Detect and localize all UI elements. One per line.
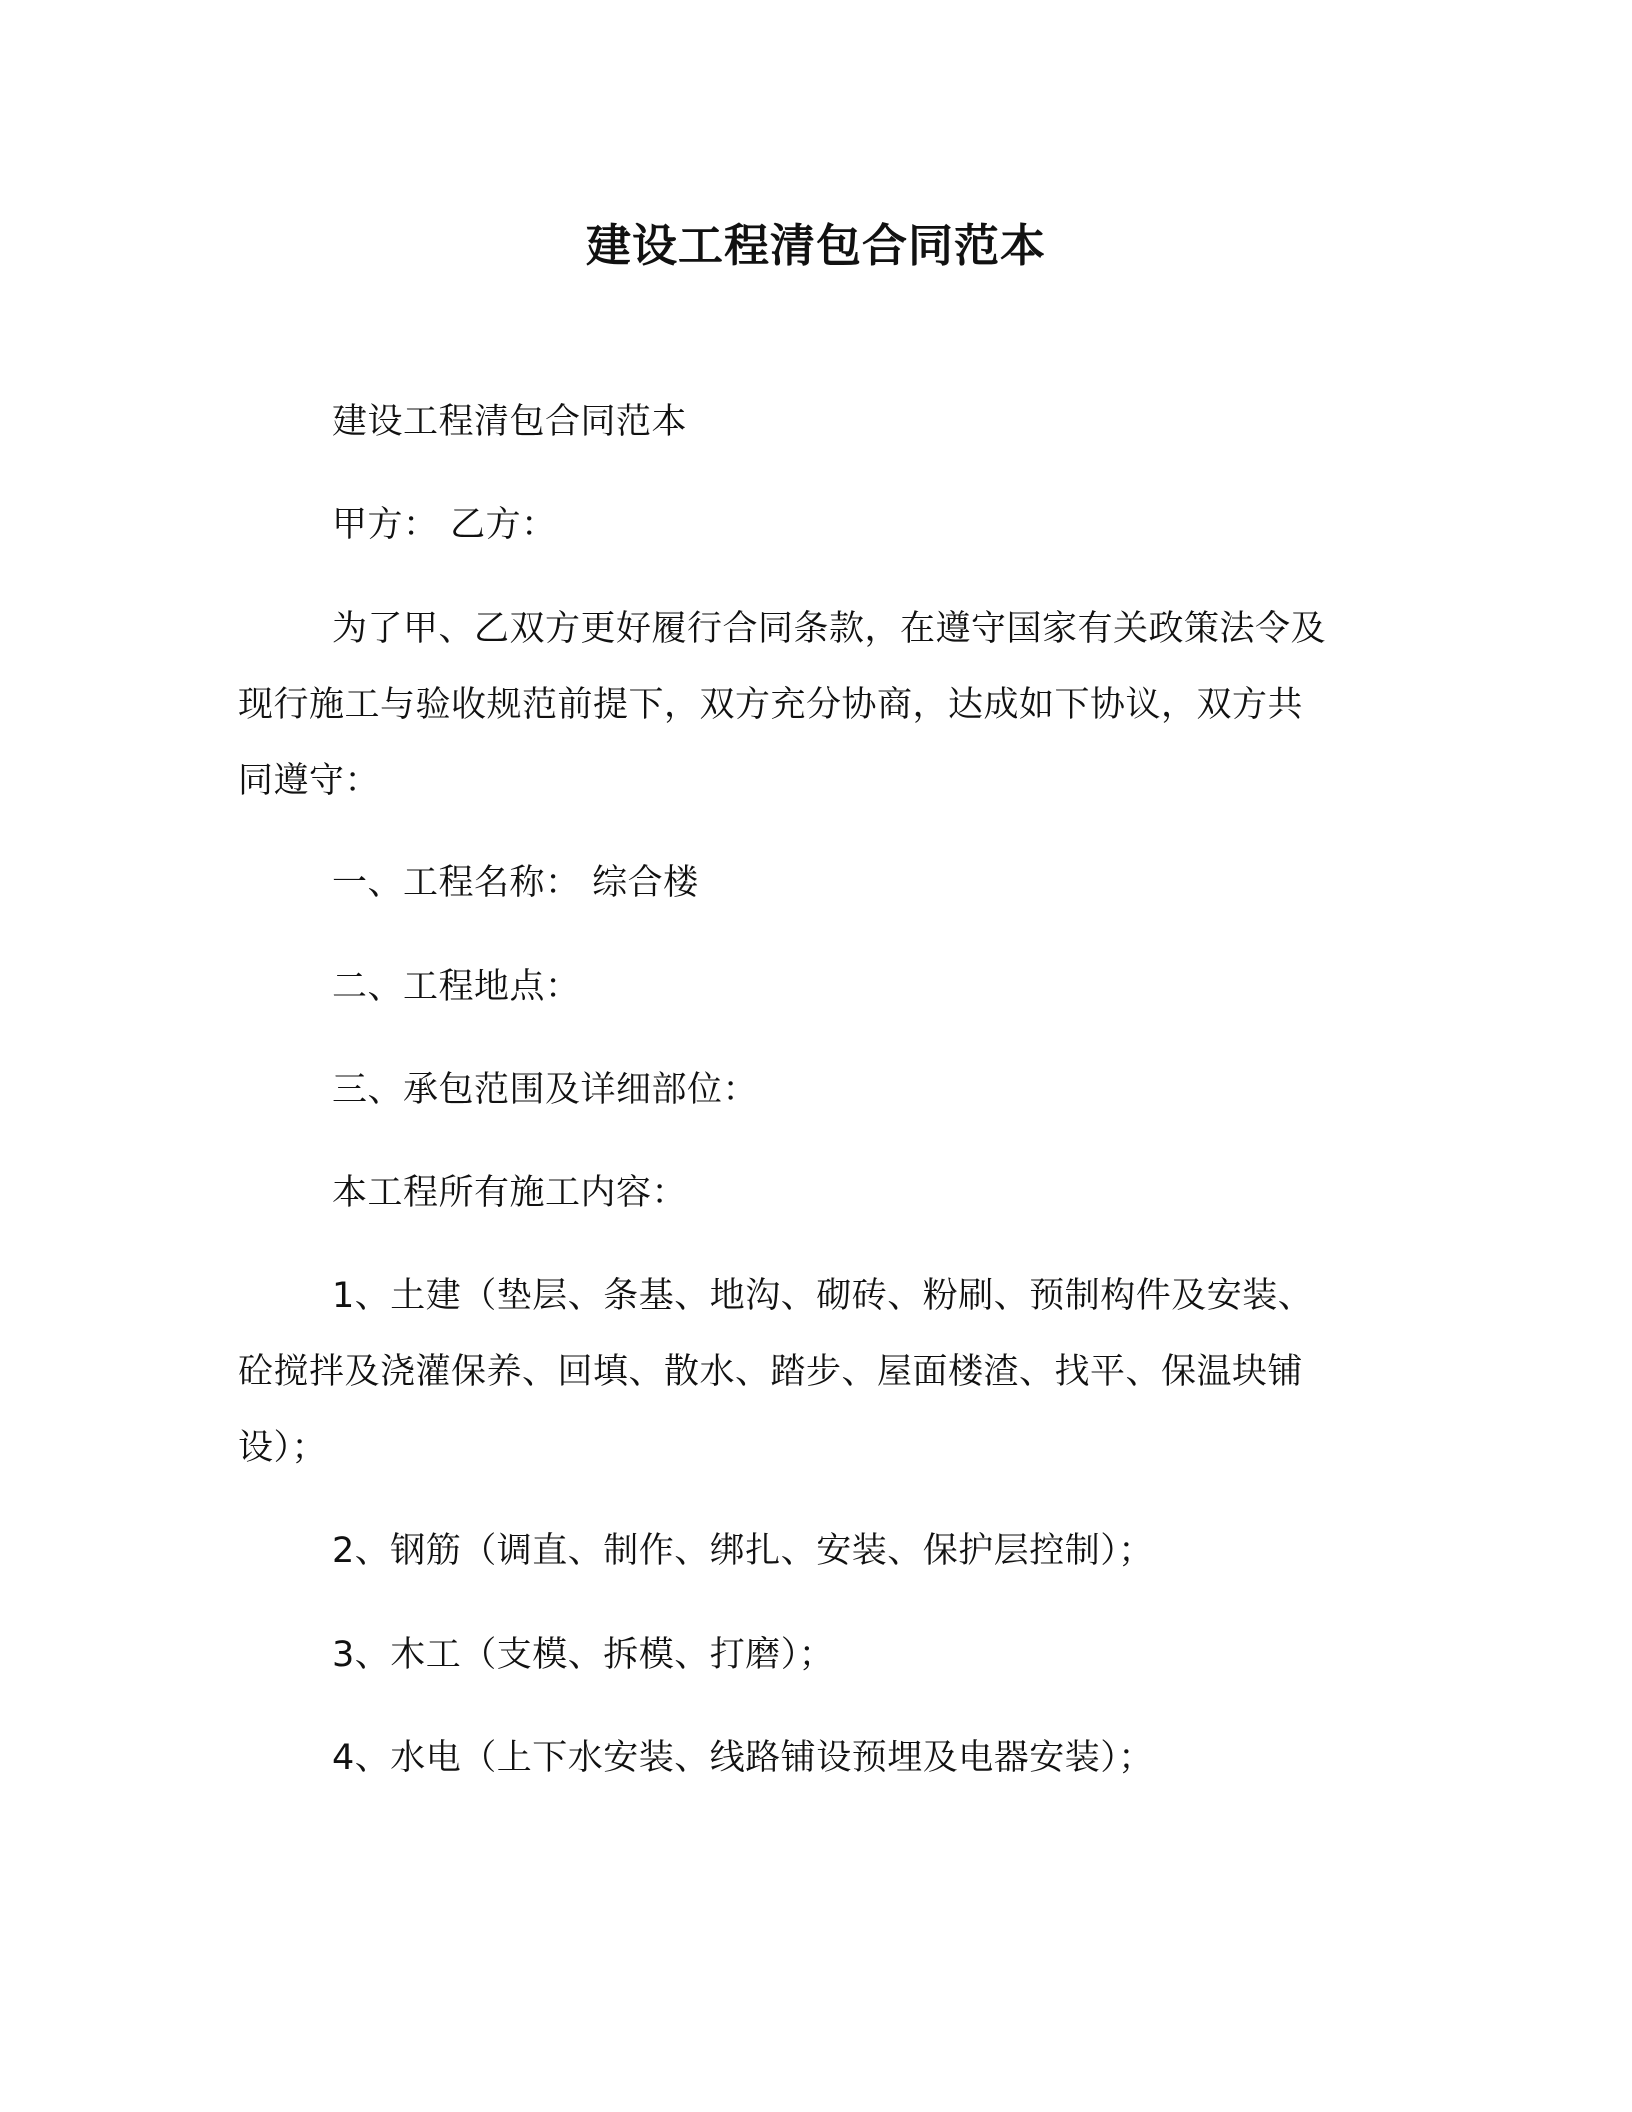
document-title: 建设工程清包合同范本 bbox=[585, 219, 1046, 272]
preamble-line-3: 同遵守： bbox=[238, 761, 381, 801]
item-3-line: 3、木工（支模、拆模、打磨）； bbox=[332, 1635, 835, 1675]
preamble-line-2: 现行施工与验收规范前提下，双方充分协商，达成如下协议，双方共 bbox=[238, 685, 1304, 725]
item-1-line-1: 1、土建（垫层、条基、地沟、砌砖、粉刷、预制构件及安装、 bbox=[332, 1276, 1314, 1316]
content-heading: 本工程所有施工内容： bbox=[332, 1173, 688, 1213]
item-1-line-2: 砼搅拌及浇灌保养、回填、散水、踏步、屋面楼渣、找平、保温块铺 bbox=[238, 1352, 1304, 1392]
item-2-line: 2、钢筋（调直、制作、绑扎、安装、保护层控制）； bbox=[332, 1531, 1154, 1571]
project-name-line: 一、工程名称： 综合楼 bbox=[332, 863, 699, 903]
document-subtitle: 建设工程清包合同范本 bbox=[332, 402, 688, 442]
item-1-line-3: 设）； bbox=[238, 1428, 328, 1468]
scope-heading: 三、承包范围及详细部位： bbox=[332, 1070, 759, 1110]
preamble-line-1: 为了甲、乙双方更好履行合同条款，在遵守国家有关政策法令及 bbox=[332, 609, 1327, 649]
project-location-line: 二、工程地点： bbox=[332, 967, 581, 1007]
item-4-line: 4、水电（上下水安装、线路铺设预埋及电器安装）； bbox=[332, 1738, 1154, 1778]
parties-line: 甲方： 乙方： bbox=[332, 505, 557, 545]
